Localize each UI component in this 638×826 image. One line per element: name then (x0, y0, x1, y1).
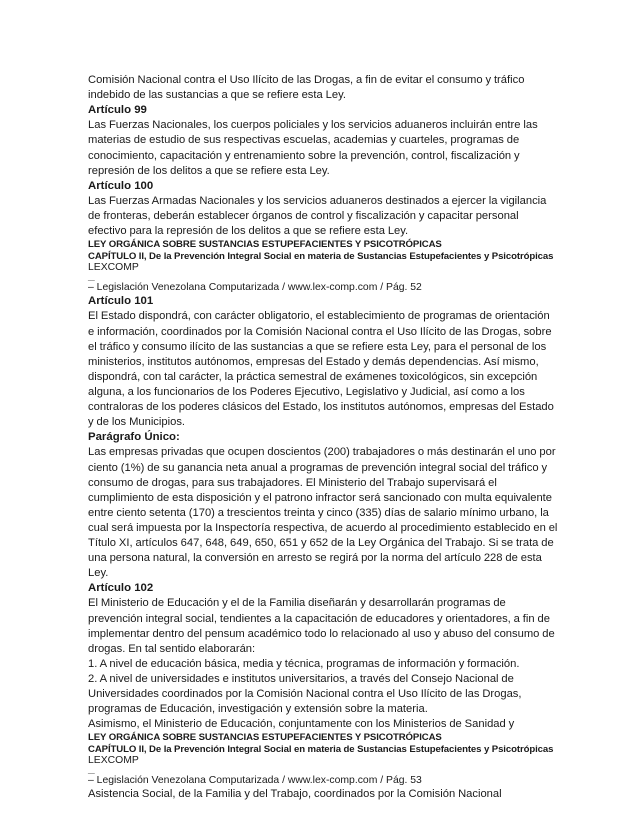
article-heading: Artículo 102 (88, 582, 154, 595)
running-header-chapter: CAPÍTULO II, De la Prevención Integral Social en materia de Sustancias Estupefacientes y Psicotrópicas (88, 743, 554, 755)
running-header-chapter: CAPÍTULO II, De la Prevención Integral Social en materia de Sustancias Estupefacientes y Psicotrópicas (88, 250, 554, 262)
paragraph: El Ministerio de Educación y el de la Familia diseñarán y desarrollarán programas de prevención integral social, tendientes a la capacitación de educadores y orientadores, a fin de implementar dentro del pensum académico todo lo relacionado al uso y abuso del consumo de drogas. En tal sentido elaborarán: (88, 597, 555, 655)
article-heading: Artículo 100 (88, 179, 154, 192)
paragraph: El Estado dispondrá, con carácter obligatorio, el establecimiento de programas de orientación e información, coordinados por la Comisión Nacional contra el Uso Ilícito de las Drogas, sobre el tráfico y consumo ilícito de las sustancias a que se refiere esta Ley, para el personal de los ministerios, institutos autónomos, empresas del Estado y demás dependencias. Así mismo, dispondrá, con tal carácter, la práctica semestral de exámenes toxicológicos, sin excepción alguna, a los funcionarios de los Poderes Ejecutivo, Legislativo y Judicial, así como a los contraloras de los poderes clásicos del Estado, los institutos autónomos, empresas del Estado y de los Municipios. (88, 310, 554, 429)
publisher-label: LEXCOMP (88, 755, 139, 767)
footer-rule: __ (88, 767, 95, 774)
paragraph: Asistencia Social, de la Familia y del Trabajo, coordinados por la Comisión Nacional (88, 788, 502, 801)
running-header-title: LEY ORGÁNICA SOBRE SUSTANCIAS ESTUPEFACIENTES Y PSICOTRÓPICAS (88, 732, 442, 744)
footer-rule: __ (88, 274, 95, 281)
paragraph: Asimismo, el Ministerio de Educación, conjuntamente con los Ministerios de Sanidad y (88, 718, 515, 731)
paragraph: Las empresas privadas que ocupen doscientos (200) trabajadores o más destinarán el uno por ciento (1%) de su ganancia neta anual a programas de prevención integral social del tráfico y consumo de drogas, para sus trabajadores. El Ministerio del Trabajo supervisará el cumplimiento de esta disposición y el patrono infractor será sancionado con multa equivalente entre ciento setenta (170) a trescientos treinta y cinco (335) días de salario mínimo urbano, la cual será impuesta por la Inspectoría respectiva, de acuerdo al procedimiento establecido en el Título XI, artículos 647, 648, 649, 650, 651 y 652 de la Ley Orgánica del Trabajo. Si se trata de una persona natural, la conversión en arresto se regirá por la norma del artículo 228 de esta Ley. (88, 446, 558, 580)
paragraph: Las Fuerzas Nacionales, los cuerpos policiales y los servicios aduaneros incluirán entre las materias de estudio de sus respectivas escuelas, academias y cuarteles, programas de conocimiento, capacitación y entrenamiento sobre la prevención, control, fiscalización y represión de los delitos a que se refiere esta Ley. (88, 119, 538, 177)
document-page (88, 73, 558, 802)
article-heading: Artículo 99 (88, 104, 147, 117)
list-item: 2. A nivel de universidades e institutos universitarios, a través del Consejo Nacional de Universidades coordinados por la Comisión Nacional contra el Uso Ilícito de las Drogas, programas de Educación, investigación y extensión sobre la materia. (88, 672, 522, 716)
paragraph-heading: Parágrafo Único: (88, 431, 180, 444)
publisher-label: LEXCOMP (88, 262, 139, 274)
paragraph: Las Fuerzas Armadas Nacionales y los servicios aduaneros destinados a ejercer la vigilancia de fronteras, deberán establecer órganos de control y fiscalización y capacitar personal efectivo para la represión de los delitos a que se refiere esta Ley. (88, 194, 547, 238)
page-footer: – Legislación Venezolana Computarizada / www.lex-comp.com / Pág. 53 (88, 774, 422, 786)
running-header-title: LEY ORGÁNICA SOBRE SUSTANCIAS ESTUPEFACIENTES Y PSICOTRÓPICAS (88, 239, 442, 251)
article-heading: Artículo 101 (88, 295, 154, 308)
list-item: 1. A nivel de educación básica, media y técnica, programas de información y formación. (88, 657, 520, 670)
paragraph: Comisión Nacional contra el Uso Ilícito de las Drogas, a fin de evitar el consumo y tráfico indebido de las sustancias a que se refiere esta Ley. (88, 74, 525, 102)
page-footer: – Legislación Venezolana Computarizada / www.lex-comp.com / Pág. 52 (88, 281, 422, 293)
